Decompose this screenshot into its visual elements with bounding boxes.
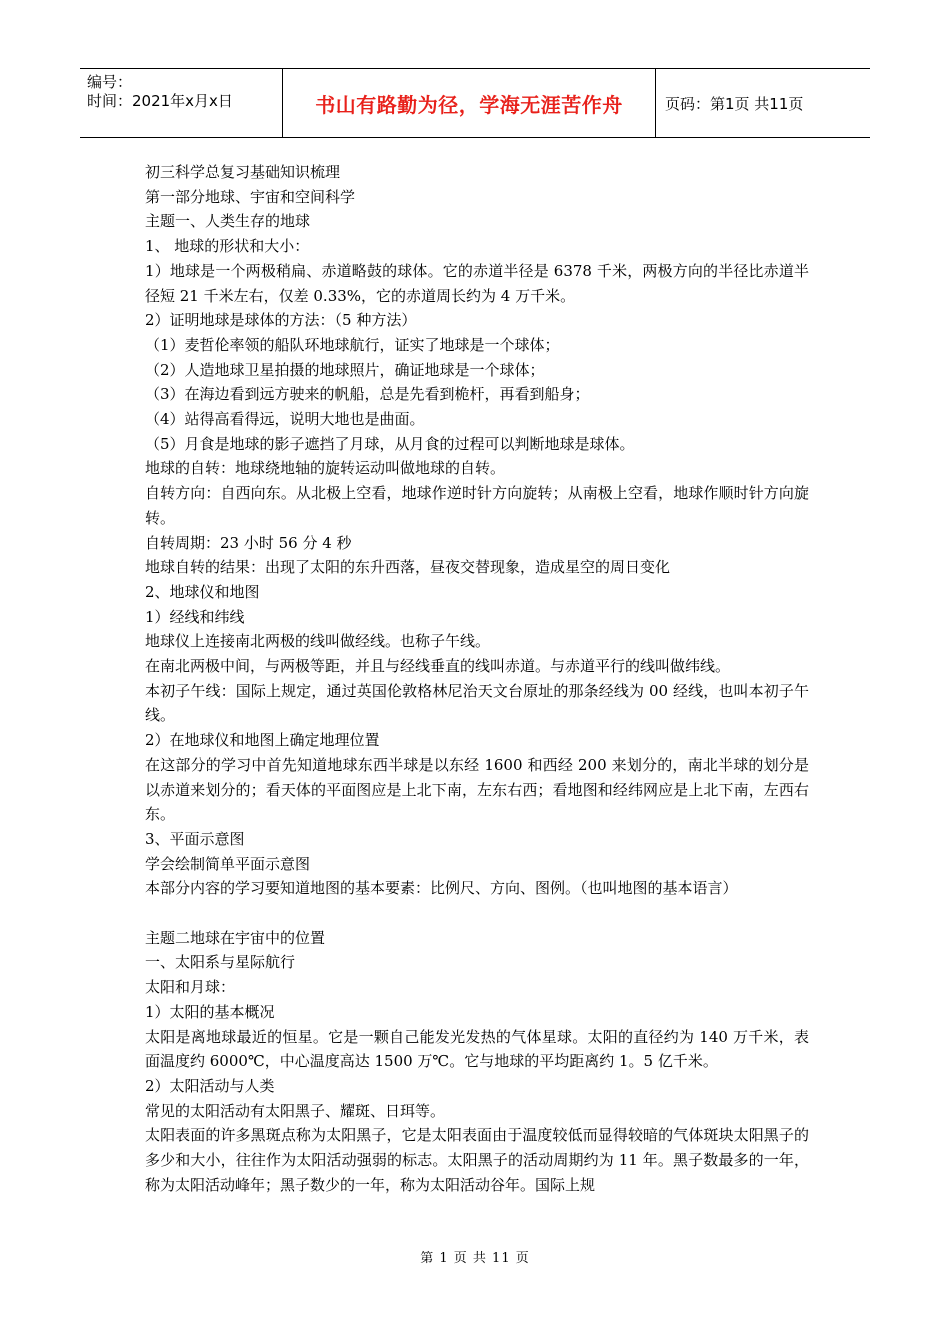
body-paragraph: 本部分内容的学习要知道地图的基本要素：比例尺、方向、图例。（也叫地图的基本语言） [145,879,738,898]
body-paragraph: 常见的太阳活动有太阳黑子、耀斑、日珥等。 [145,1101,446,1120]
body-paragraph: 3、平面示意图 [145,829,245,848]
body-paragraph: 在南北两极中间，与两极等距，并且与经线垂直的线叫赤道。与赤道平行的线叫做纬线。 [145,657,731,676]
body-paragraph: 主题一、人类生存的地球 [145,212,311,231]
body-paragraph: 自转周期：23 小时 56 分 4 秒 [145,533,352,552]
body-paragraph: 2）证明地球是球体的方法：（5 种方法） [145,311,417,330]
body-paragraph: 1）地球是一个两极稍扁、赤道略鼓的球体。它的赤道半径是 6378 千米，两极方向的半径比赤道半径短 21 千米左右，仅差 0.33%，它的赤道周长约为 4 万千米。 [145,261,809,305]
body-paragraph: 第一部分地球、宇宙和空间科学 [145,187,356,206]
body-paragraph: （3）在海边看到远方驶来的帆船，总是先看到桅杆，再看到船身； [145,385,590,404]
body-paragraph: （4）站得高看得远，说明大地也是曲面。 [145,410,425,429]
document-body [145,160,809,1198]
body-paragraph: 地球自转的结果：出现了太阳的东升西落，昼夜交替现象，造成星空的周日变化 [145,558,671,577]
body-paragraph: 一、太阳系与星际航行 [145,953,296,972]
body-paragraph: 初三科学总复习基础知识梳理 [145,163,341,181]
body-paragraph: 2、地球仪和地图 [145,582,260,601]
body-paragraph: （1）麦哲伦率领的船队环地球航行，证实了地球是一个球体； [145,335,560,354]
body-paragraph: （5）月食是地球的影子遮挡了月球，从月食的过程可以判断地球是球体。 [145,434,635,453]
blank-line [145,901,809,926]
body-paragraph: 自转方向：自西向东。从北极上空看，地球作逆时针方向旋转；从南极上空看，地球作顺时针方向旋转。 [145,484,809,527]
body-paragraph: 1）经线和纬线 [145,607,245,626]
header-motto: 书山有路勤为径，学海无涯苦作舟 [283,69,656,137]
body-paragraph: 2）太阳活动与人类 [145,1077,275,1095]
body-paragraph: 本初子午线：国际上规定，通过英国伦敦格林尼治天文台原址的那条经线为 00 经线，也叫本初子午线。 [145,681,809,725]
body-paragraph: 太阳和月球： [145,978,236,997]
body-paragraph: 学会绘制简单平面示意图 [145,854,311,873]
header-meta [80,69,283,137]
time-label: 时间：2021年x月x日 [87,92,233,110]
body-paragraph: 太阳表面的许多黑斑点称为太阳黑子，它是太阳表面由于温度较低而显得较暗的气体斑块太阳黑子的多少和大小，往往作为太阳活动强弱的标志。太阳黑子的活动周期约为 11 年。黑子数最多的一年，称为太阳活动峰年；黑子数少的一年，称为太阳活动谷年。国际上规 [145,1126,809,1194]
body-paragraph: 太阳是离地球最近的恒星。它是一颗自己能发光发热的气体星球。太阳的直径约为 140 万千米，表面温度约 6000℃，中心温度高达 1500 万℃。它与地球的平均距离约 1。5 亿千米。 [145,1027,809,1071]
page-header [80,68,870,138]
body-paragraph: （2）人造地球卫星拍摄的地球照片，确证地球是一个球体； [145,360,545,379]
body-paragraph: 2）在地球仪和地图上确定地理位置 [145,731,380,750]
body-paragraph: 地球仪上连接南北两极的线叫做经线。也称子午线。 [145,632,491,651]
body-paragraph: 1）太阳的基本概况 [145,1002,275,1021]
body-paragraph: 地球的自转：地球绕地轴的旋转运动叫做地球的自转。 [145,459,506,478]
number-label: 编号： [87,73,133,91]
header-page-info: 页码：第1页 共11页 [665,94,804,113]
body-paragraph: 主题二地球在宇宙中的位置 [145,928,326,947]
body-paragraph: 1、 地球的形状和大小： [145,237,310,256]
page-footer: 第 1 页 共 11 页 [420,1251,530,1266]
body-paragraph: 在这部分的学习中首先知道地球东西半球是以东经 1600 和西经 200 来划分的，南北半球的划分是以赤道来划分的；看天体的平面图应是上北下南，左东右西；看地图和经纬网应是上北下南，左西右东。 [145,755,809,824]
